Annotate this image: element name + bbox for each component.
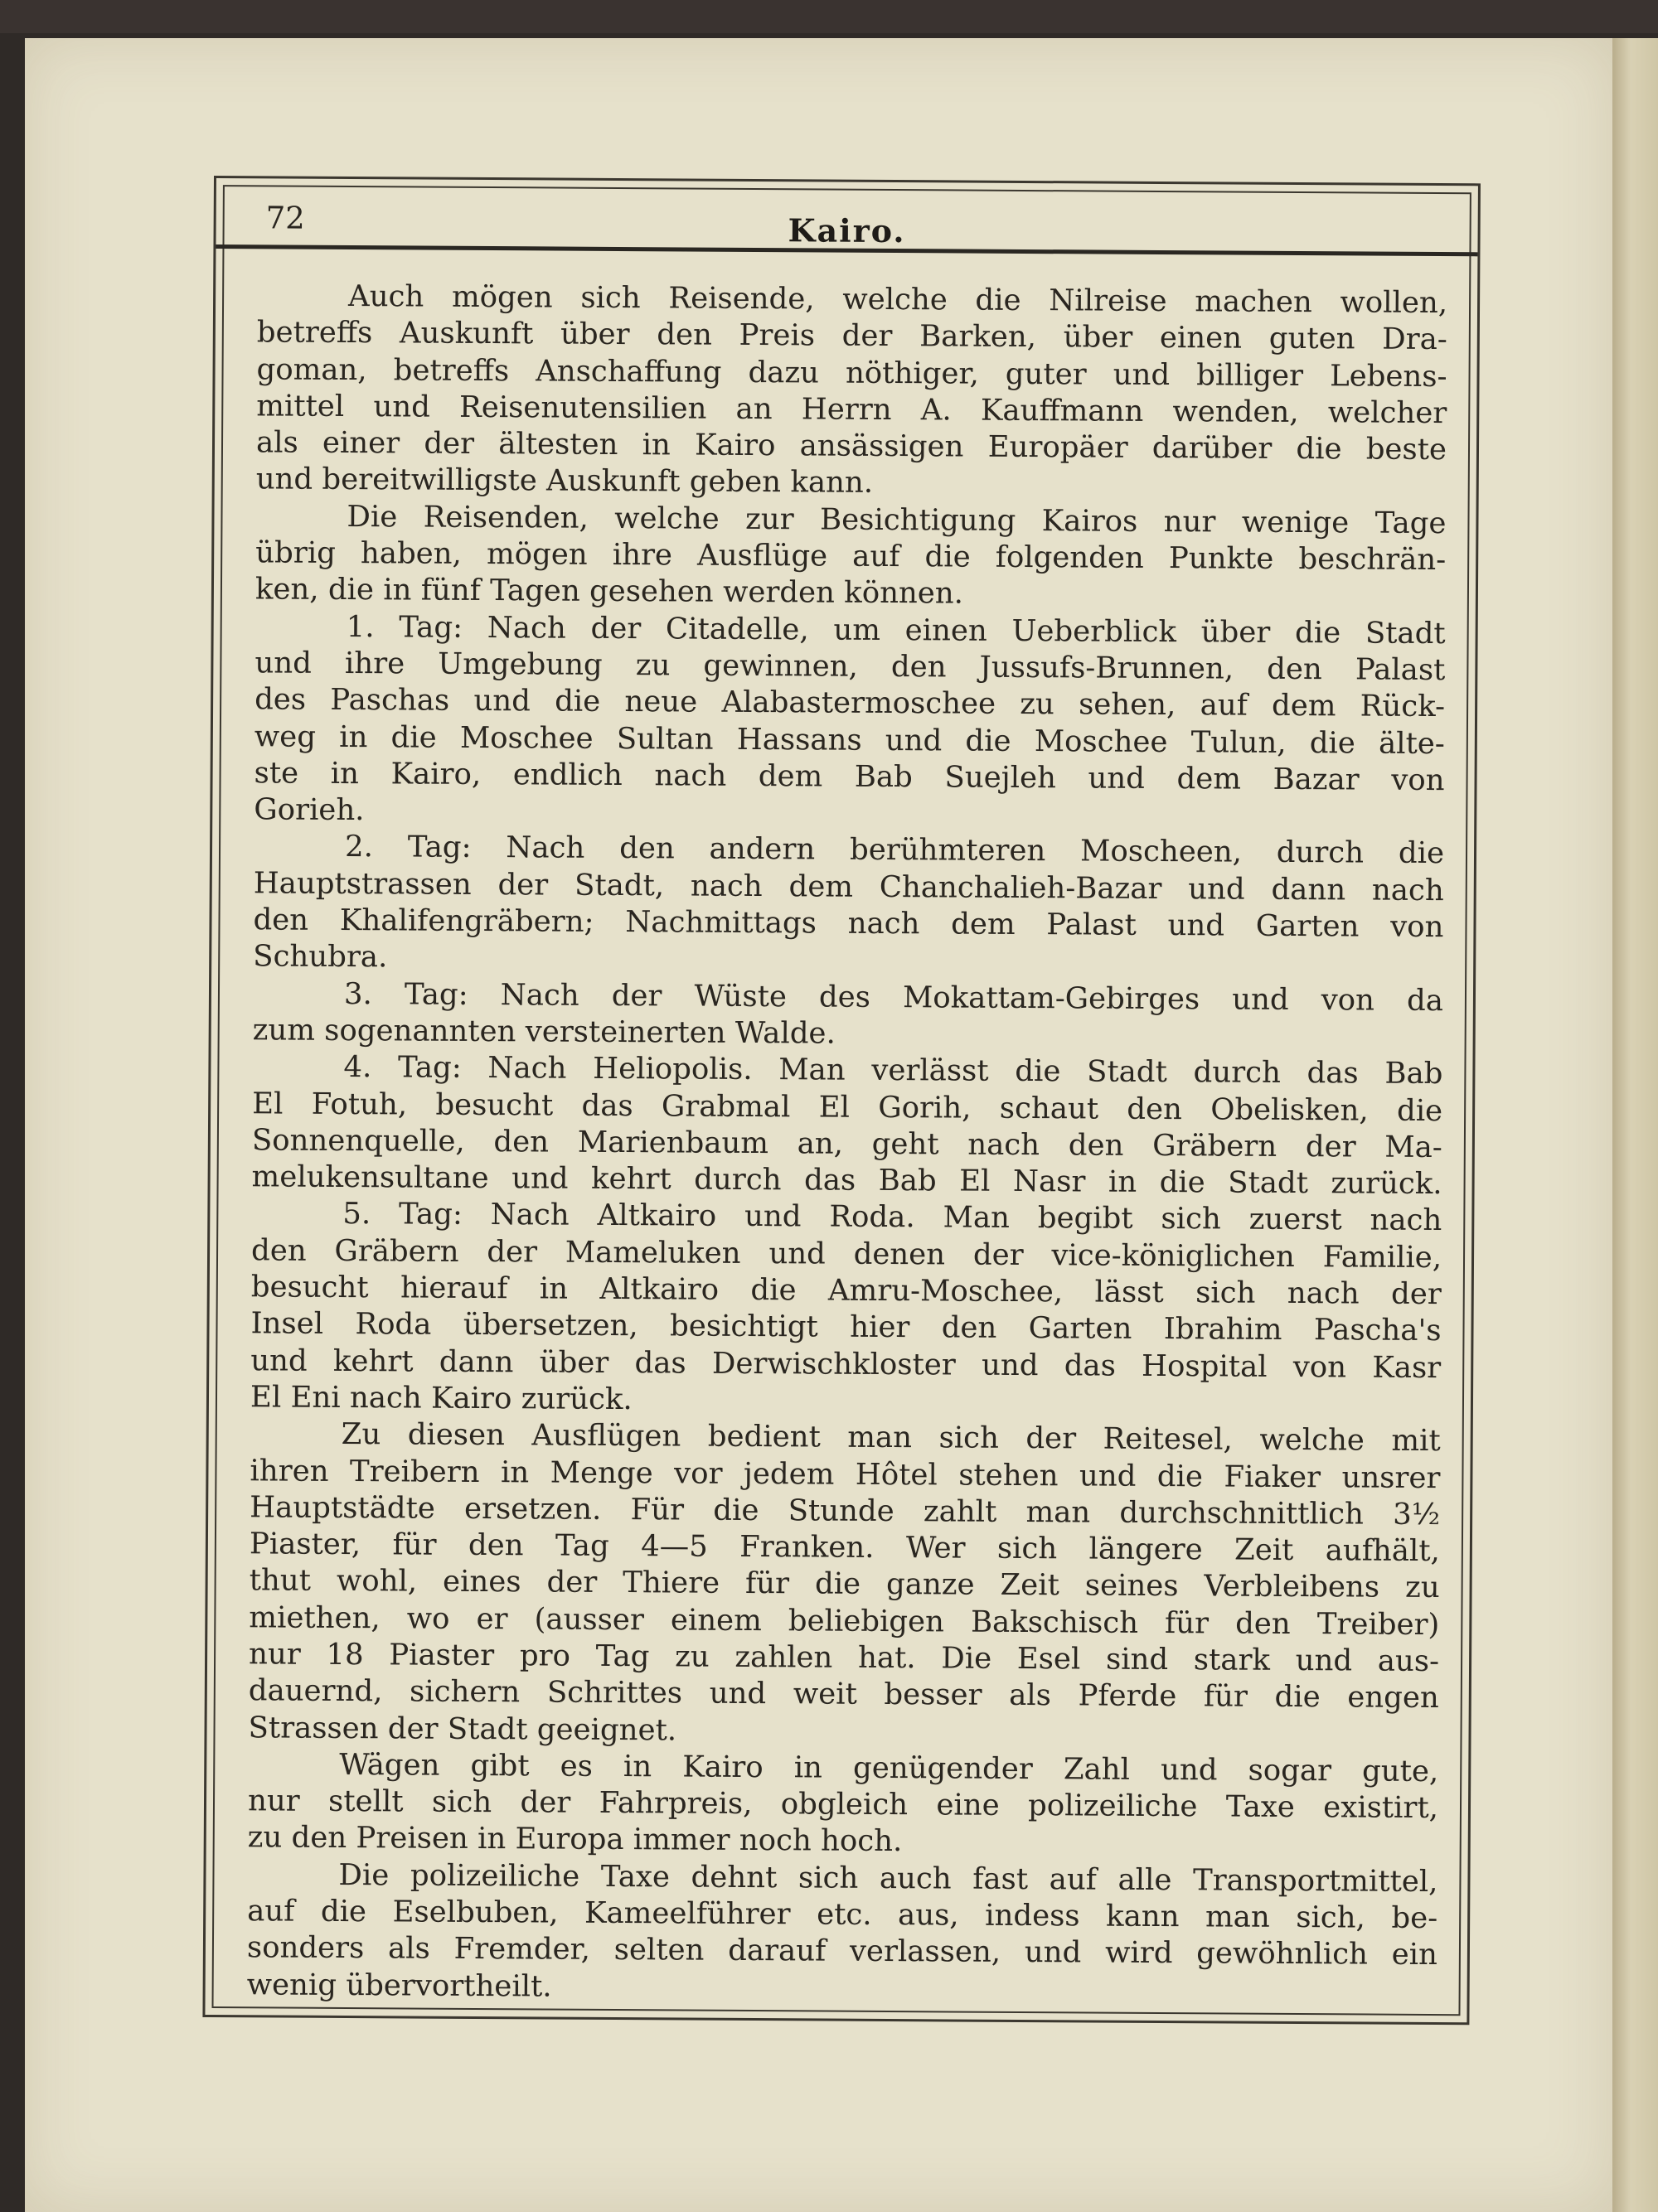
text-line: 5. Tag: Nach Altkairo und Roda. Man begibt sich zuerst nach	[342, 1197, 1442, 1238]
text-line: nur stellt sich der Fahrpreis, obgleich eine polizeiliche Taxe existirt,	[247, 1784, 1439, 1826]
text-line: und bereitwilligste Auskunft geben kann.	[255, 462, 874, 501]
text-line: Gorieh.	[254, 792, 365, 828]
text-line: zu den Preisen in Europa immer noch hoch.	[247, 1820, 903, 1859]
text-line: und kehrt dann über das Derwischkloster und das Hospital von Kasr	[250, 1343, 1442, 1385]
text-line: weg in die Moschee Sultan Hassans und die Moschee Tulun, die älte-	[254, 719, 1445, 761]
text-line: Sonnenquelle, den Marienbaum an, geht nach den Gräbern der Ma-	[251, 1123, 1442, 1164]
text-line: als einer der ältesten in Kairo ansässigen Europäer darüber die beste	[255, 425, 1447, 467]
text-line: Schubra.	[253, 939, 388, 975]
text-line: sonders als Fremder, selten darauf verlassen, und wird gewöhnlich ein	[246, 1930, 1438, 1972]
text-line: zum sogenannten versteinerten Walde.	[252, 1013, 836, 1051]
text-line: ste in Kairo, endlich nach dem Bab Suejleh und dem Bazar von	[254, 756, 1445, 797]
text-line: melukensultane und kehrt durch das Bab El Nasr in die Stadt zurück.	[251, 1159, 1442, 1202]
text-line: Hauptstädte ersetzen. Für die Stunde zahlt man durchschnittlich 3½	[250, 1490, 1441, 1532]
text-line: Piaster, für den Tag 4—5 Franken. Wer sich längere Zeit aufhält,	[249, 1527, 1441, 1569]
text-line: goman, betreffs Anschaffung dazu nöthiger, guter und billiger Lebens-	[256, 351, 1447, 394]
text-line: Wägen gibt es in Kairo in genügender Zahl und sogar gute,	[339, 1747, 1439, 1788]
text-line: den Gräbern der Mameluken und denen der vice-königlichen Familie,	[250, 1233, 1442, 1275]
text-line: miethen, wo er (ausser einem beliebigen Bakschisch für den Treiber)	[249, 1600, 1440, 1642]
page-header	[216, 178, 1477, 256]
text-line: betreffs Auskunft über den Preis der Barken, über einen guten Dra-	[256, 315, 1447, 357]
facing-page-edge	[1612, 38, 1658, 2212]
text-line: Auch mögen sich Reisende, welche die Nilreise machen wollen,	[347, 278, 1448, 321]
text-line: dauernd, sichern Schrittes und weit besser als Pferde für die engen	[248, 1673, 1439, 1716]
text-line: ken, die in fünf Tagen gesehen werden können.	[255, 572, 964, 611]
body-text	[247, 278, 1448, 2011]
text-line: des Paschas und die neue Alabastermoschee zu sehen, auf dem Rück-	[255, 682, 1446, 724]
text-line: 1. Tag: Nach der Citadelle, um einen Ueberblick über die Stadt	[346, 609, 1446, 651]
text-line: besucht hierauf in Altkairo die Amru-Moschee, lässt sich nach der	[250, 1270, 1442, 1312]
text-line: Hauptstrassen der Stadt, nach dem Chanchalieh-Bazar und dann nach	[253, 866, 1444, 908]
text-line: thut wohl, eines der Thiere für die ganze Zeit seines Verbleibens zu	[249, 1563, 1440, 1605]
text-line: nur 18 Piaster pro Tag zu zahlen hat. Die Esel sind stark und aus-	[248, 1637, 1440, 1679]
text-line: 2. Tag: Nach den andern berühmteren Moscheen, durch die	[344, 830, 1445, 871]
text-line: Zu diesen Ausflügen bedient man sich der Reitesel, welche mit	[341, 1417, 1441, 1459]
page-number: 72	[265, 200, 305, 236]
text-line: Die Reisenden, welche zur Besichtigung Kairos nur wenige Tage	[347, 499, 1447, 540]
text-line: Insel Roda übersetzen, besichtigt hier den Garten Ibrahim Pascha's	[250, 1306, 1442, 1348]
scan-background	[0, 0, 1658, 33]
text-line: auf die Eselbuben, Kameelführer etc. aus, indess kann man sich, be-	[247, 1894, 1438, 1936]
text-line: Die polizeiliche Taxe dehnt sich auch fast auf alle Transportmittel,	[338, 1857, 1438, 1899]
text-line: den Khalifengräbern; Nachmittags nach dem Palast und Garten von	[253, 903, 1444, 945]
text-line: mittel und Reisenutensilien an Herrn A. Kauffmann wenden, welcher	[256, 389, 1447, 430]
text-line: übrig haben, mögen ihre Ausflüge auf die folgenden Punkte beschrän-	[255, 535, 1447, 578]
text-line: El Fotuh, besucht das Grabmal El Gorih, schaut den Obelisken, die	[252, 1086, 1443, 1128]
running-head: Kairo.	[788, 211, 906, 250]
text-line: Strassen der Stadt geeignet.	[248, 1710, 677, 1748]
text-line: El Eni nach Kairo zurück.	[250, 1380, 633, 1417]
text-line: 3. Tag: Nach der Wüste des Mokattam-Gebirges und von da	[343, 976, 1444, 1018]
text-line: wenig übervortheilt.	[246, 1967, 552, 2004]
text-line: ihren Treibern in Menge vor jedem Hôtel stehen und die Fiaker unsrer	[250, 1453, 1441, 1495]
page-frame	[202, 176, 1481, 2025]
text-line: und ihre Umgebung zu gewinnen, den Jussufs-Brunnen, den Palast	[255, 646, 1446, 688]
text-line: 4. Tag: Nach Heliopolis. Man verlässt die Stadt durch das Bab	[343, 1050, 1443, 1091]
